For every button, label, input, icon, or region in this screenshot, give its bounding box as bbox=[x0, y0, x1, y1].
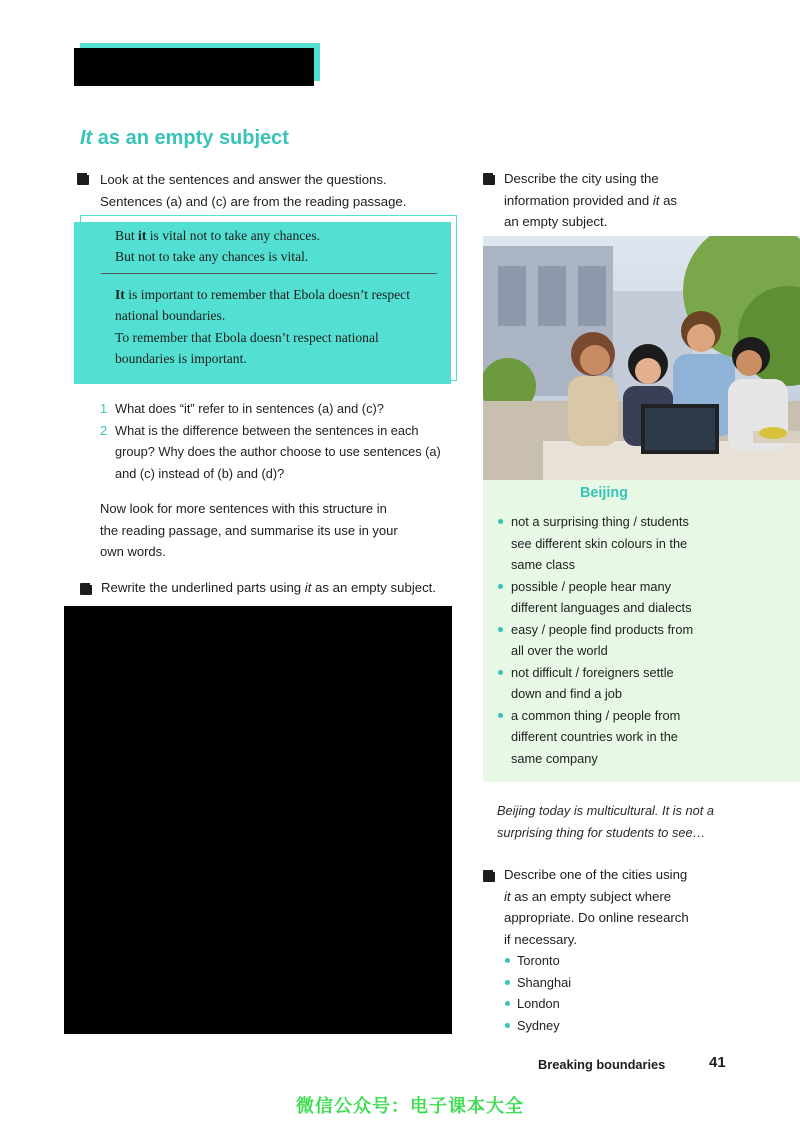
dot-bullet-icon bbox=[498, 519, 503, 524]
question-item: 1 What does “it” refer to in sentences (a) and (c)? bbox=[100, 398, 460, 420]
dot-bullet-icon bbox=[505, 980, 510, 985]
summary-task: Now look for more sentences with this structure in the reading passage, and summarise its use in your own words. bbox=[100, 501, 398, 559]
example-line: It is important to remember that Ebola doesn’t respect bbox=[115, 286, 410, 302]
students-photo-illustration bbox=[483, 236, 800, 480]
dot-bullet-icon bbox=[498, 670, 503, 675]
watermark-text: 微信公众号：电子课本大全 bbox=[296, 1096, 524, 1116]
list-item: Toronto bbox=[504, 950, 571, 972]
example-divider bbox=[101, 273, 437, 274]
dot-bullet-icon bbox=[498, 627, 503, 632]
footer-unit-title: Breaking boundaries bbox=[538, 1057, 666, 1072]
header-redacted-bar bbox=[74, 48, 314, 86]
list-item: a common thing / people from different countries work in the same company bbox=[497, 705, 797, 770]
beijing-facts-list bbox=[497, 511, 797, 769]
task-1-instructions: Look at the sentences and answer the questions. Sentences (a) and (c) are from the reading passage. bbox=[100, 172, 407, 209]
example-sentences-box bbox=[74, 222, 451, 384]
question-number: 2 bbox=[100, 422, 108, 438]
dot-bullet-icon bbox=[498, 713, 503, 718]
example-line: boundaries is important. bbox=[115, 351, 247, 367]
dot-bullet-icon bbox=[505, 958, 510, 963]
task-2-instructions: Rewrite the underlined parts using it as an empty subject. bbox=[101, 580, 437, 595]
page-number: 41 bbox=[709, 1054, 726, 1071]
square-bullet-icon bbox=[77, 173, 89, 185]
example-line: To remember that Ebola doesn’t respect national bbox=[115, 329, 379, 345]
task-3-instructions: Describe the city using the information provided and it as an empty subject. bbox=[504, 171, 678, 229]
list-item: not difficult / foreigners settle down and find a job bbox=[497, 662, 797, 705]
square-bullet-icon bbox=[80, 583, 92, 595]
beijing-info-box bbox=[483, 480, 800, 782]
list-item: easy / people find products from all over the world bbox=[497, 619, 797, 662]
square-bullet-icon bbox=[483, 870, 495, 882]
example-line: But it is vital not to take any chances. bbox=[115, 228, 321, 243]
city-list bbox=[504, 950, 571, 1036]
dot-bullet-icon bbox=[498, 584, 503, 589]
list-item: Shanghai bbox=[504, 972, 571, 994]
question-list bbox=[100, 398, 460, 484]
list-item: London bbox=[504, 993, 571, 1015]
example-line: national boundaries. bbox=[115, 308, 226, 324]
redacted-exercise-block bbox=[64, 606, 452, 1034]
example-line: But not to take any chances is vital. bbox=[115, 249, 309, 265]
square-bullet-icon bbox=[483, 173, 495, 185]
list-item: Sydney bbox=[504, 1015, 571, 1037]
section-title: It as an empty subject bbox=[80, 127, 289, 149]
students-photo bbox=[483, 236, 800, 480]
task-4-instructions: Describe one of the cities using it as an empty subject where appropriate. Do online research if necessary. bbox=[504, 867, 689, 947]
dot-bullet-icon bbox=[505, 1001, 510, 1006]
beijing-title: Beijing bbox=[580, 485, 628, 501]
question-number: 1 bbox=[100, 401, 108, 416]
dot-bullet-icon bbox=[505, 1023, 510, 1028]
list-item: not a surprising thing / students see different skin colours in the same class bbox=[497, 511, 797, 576]
list-item: possible / people hear many different languages and dialects bbox=[497, 576, 797, 619]
model-sentence: Beijing today is multicultural. It is not a surprising thing for students to see… bbox=[497, 803, 714, 840]
question-item: 2 What is the difference between the sentences in each group? Why does the author choose to use sentences (a) and (c) instead of (b) and (d)? bbox=[100, 420, 460, 485]
